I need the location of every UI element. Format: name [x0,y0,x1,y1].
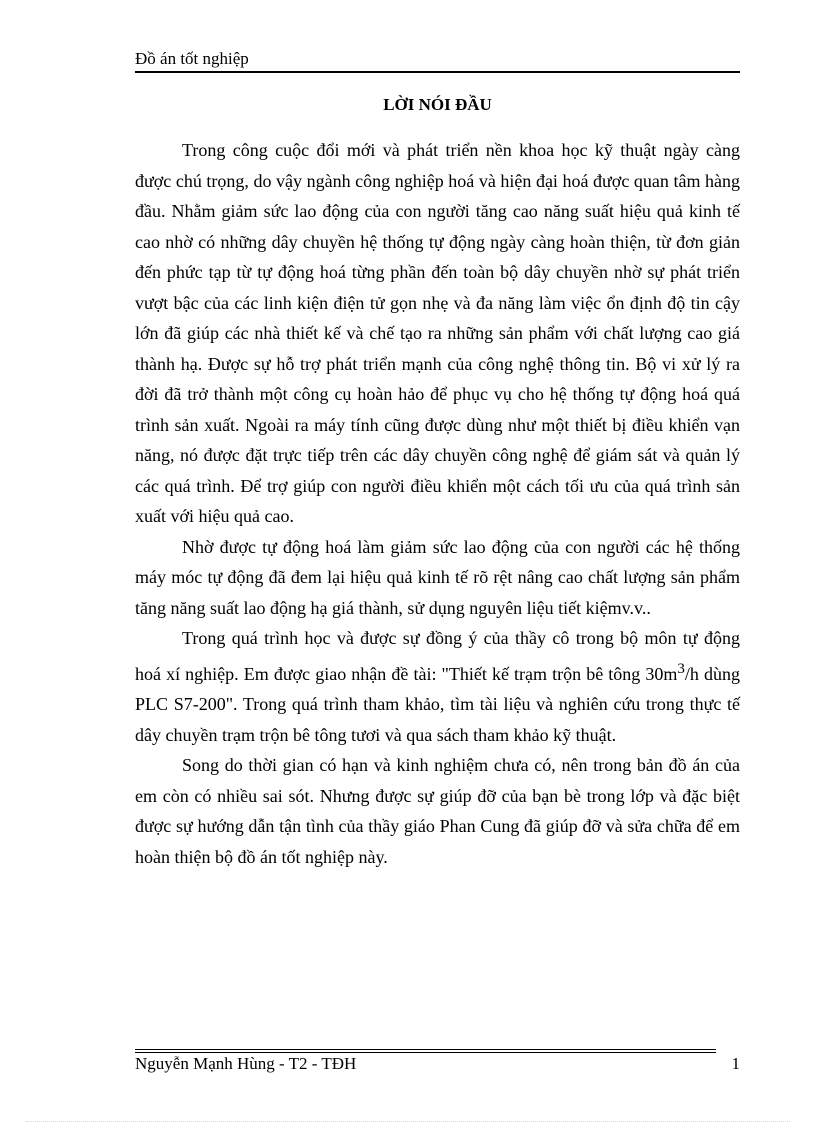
page-header [135,48,740,73]
topic-text-before: Trong quá trình học và được sự đồng ý của thầy cô trong bộ môn tự động hoá xí nghiệp. Em được giao nhận đề tài: "Thiết kế trạm trộn bê tông 30m [135,628,740,684]
paragraph-intro: Trong công cuộc đổi mới và phát triển nền khoa học kỹ thuật ngày càng được chú trọng, do vậy ngành công nghiệp hoá và hiện đại hoá được quan tâm hàng đầu. Nhằm giảm sức lao động của con người tăng cao năng suất hiệu quả kinh tế cao nhờ có những dây chuyền hệ thống tự động ngày càng hoàn thiện, từ đơn giản đến phức tạp từ tự động hoá từng phần đến toàn bộ dây chuyền nhờ sự phát triển vượt bậc của các linh kiện điện tử gọn nhẹ và đa năng làm việc ổn định độ tin cậy lớn đã giúp các nhà thiết kế và chế tạo ra những sản phẩm với chất lượng cao giá thành hạ. Được sự hỗ trợ phát triển mạnh của công nghệ thông tin. Bộ vi xử lý ra đời đã trở thành một công cụ hoàn hảo để phục vụ cho hệ thống tự động hoá quá trình sản xuất. Ngoài ra máy tính cũng được dùng như một thiết bị điều khiển vạn năng, nó được đặt trực tiếp trên các dây chuyền công nghệ để giám sát và quản lý các quá trình. Để trợ giúp con người điều khiển một cách tối ưu của quá trình sản xuất với hiệu quả cao. [135,140,740,526]
page-title: LỜI NÓI ĐẦU [383,95,492,114]
paragraph-acknowledgement: Song do thời gian có hạn và kinh nghiệm chưa có, nên trong bản đồ án của em còn có nhiều sai sót. Nhưng được sự giúp đỡ của bạn bè trong lớp và đặc biệt được sự hướng dẫn tận tình của thầy giáo Phan Cung đã giúp đỡ và sửa chữa để em hoàn thiện bộ đồ án tốt nghiệp này. [135,755,740,867]
paragraph-automation: Nhờ được tự động hoá làm giảm sức lao động của con người các hệ thống máy móc tự động đã đem lại hiệu quả kinh tế rõ rệt nâng cao chất lượng sản phẩm tăng năng suất lao động hạ giá thành, sử dụng nguyên liệu tiết kiệmv.v.. [135,536,740,618]
topic-superscript: 3 [677,660,685,677]
paragraph-topic [135,623,740,750]
header-text: Đồ án tốt nghiệp [135,49,249,68]
footer-author: Nguyễn Mạnh Hùng - T2 - TĐH [135,1054,357,1073]
page-number: 1 [731,1054,740,1073]
topic-text-after: /h dùng PLC S7-200". Trong quá trình tham khảo, tìm tài liệu và nghiên cứu trong thực tế dây chuyền trạm trộn bê tông tươi và qua sách tham khảo kỹ thuật. [135,663,740,745]
page-edge-divider [26,1121,790,1122]
document-body [135,135,740,872]
